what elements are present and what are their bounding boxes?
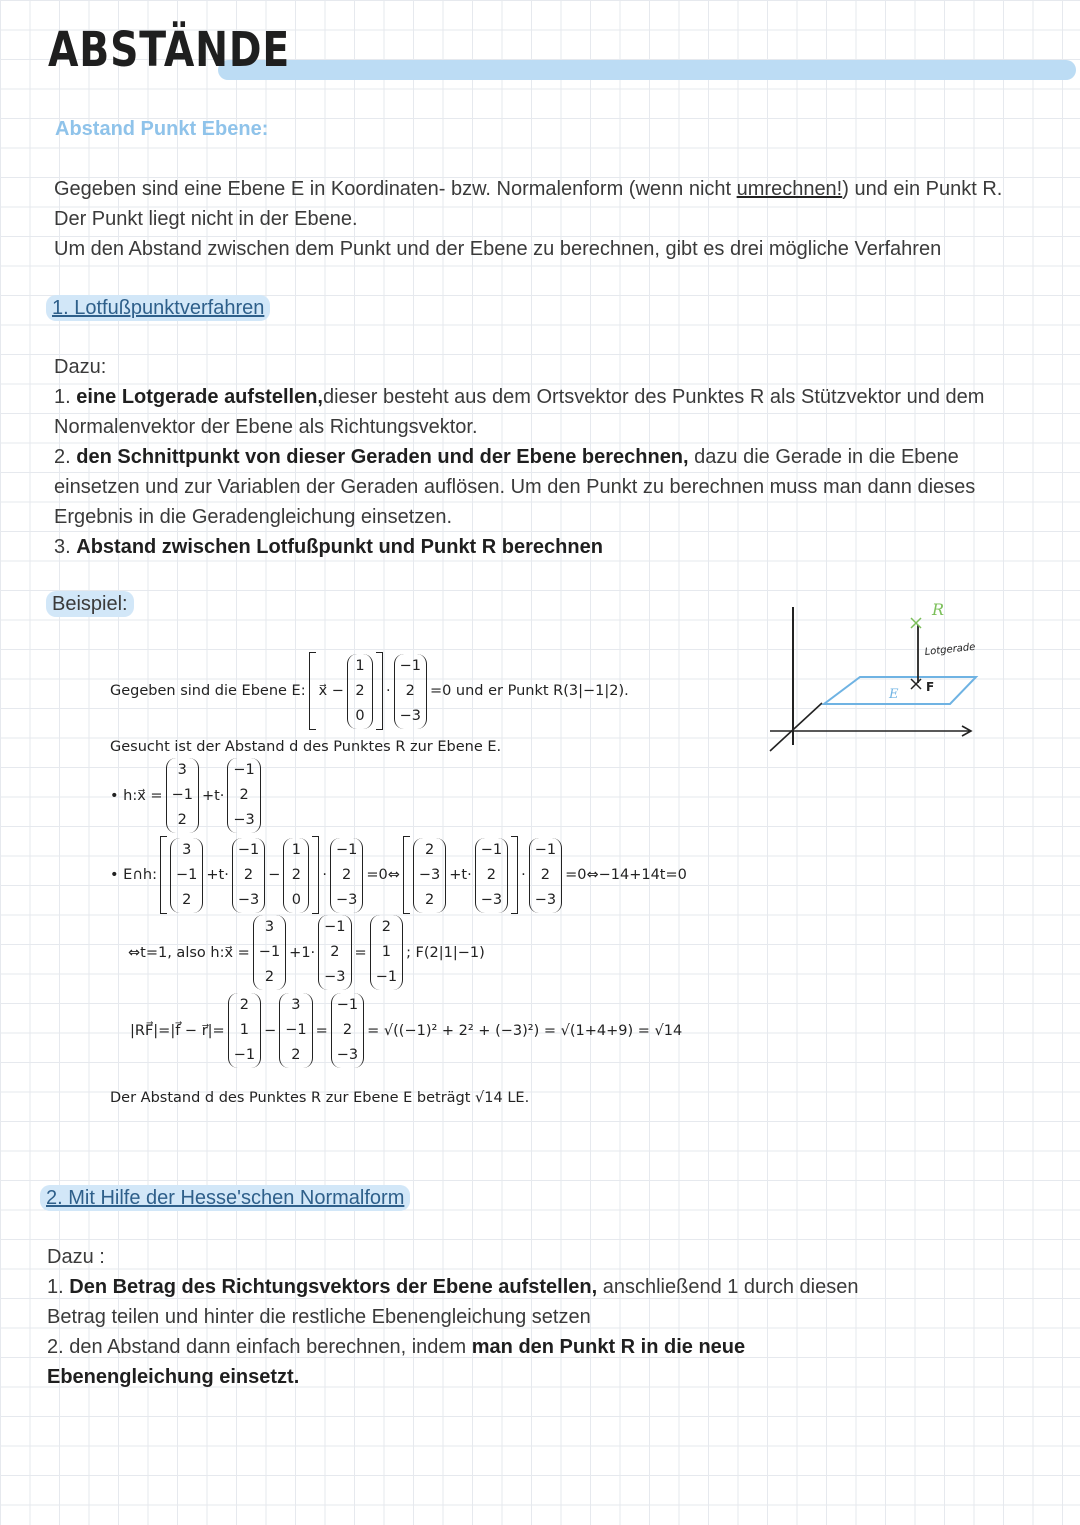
intro-line1-b: ) und ein Punkt R.: [842, 178, 1003, 200]
method1-heading: 1. Lotfußpunktverfahren: [46, 295, 270, 321]
sketch-label-lotgerade: Lotgerade: [924, 641, 976, 658]
intro-line1-a: Gegeben sind eine Ebene E in Koordinaten- bzw. Normalenform (wenn nicht: [54, 178, 737, 200]
method1-steps: Dazu: 1. eine Lotgerade aufstellen,dieser besteht aus dem Ortsvektor des Punktes R als Stützvektor und dem Normalenvektor der Ebene als Richtungsvektor. 2. den Schnittpunkt von dieser Geraden und der Ebene berechnen, dazu die Gerade in die Ebene einsetzen und zur Variablen der Geraden auflösen. Um den Punkt zu berechnen muss man dann dieses Ergebnis in die Geradengleichung einsetzen. 3. Abstand zwischen Lotfußpunkt und Punkt R berechnen: [54, 352, 1064, 562]
example-sought: Gesucht ist der Abstand d des Punktes R zur Ebene E.: [110, 739, 502, 755]
example-given: Gegeben sind die Ebene E: x⃗ − 1 2 0 · −1 2 −3 =0 und er Punkt R(3|−1|2).: [110, 652, 632, 730]
example-conclusion: Der Abstand d des Punktes R zur Ebene E beträgt √14 LE.: [110, 1090, 530, 1106]
method2-heading: 2. Mit Hilfe der Hesse'schen Normalform: [40, 1185, 410, 1211]
intro-line3: Um den Abstand zwischen dem Punkt und der Ebene zu berechnen, gibt es drei mögliche Verfahren: [54, 238, 942, 260]
sketch-label-E: E: [889, 687, 899, 702]
intro-line2: Der Punkt liegt nicht in der Ebene.: [54, 208, 358, 230]
intro-underlined: umrechnen!: [736, 178, 843, 200]
method2-steps: Dazu : 1. Den Betrag des Richtungsvektors der Ebene aufstellen, anschließend 1 durch diesen Betrag teilen und hinter die restliche Ebenengleichung setzen 2. den Abstand dann einfach berechnen, indem man den Punkt R in die neue Ebenengleichung einsetzt.: [47, 1242, 1057, 1392]
sketch-label-F: F: [926, 680, 935, 694]
intersection-equation: • E∩h: 3 −1 2 +t· −1 2 −3 − 1 2 0 · −1 2 −3 =0⇔ 2 −3 2 +t· −1 2 −3 · −1 2 −3 =0⇔−14+14t=0: [110, 836, 690, 914]
page-title: ABSTÄNDE: [48, 22, 291, 78]
title-underline-bar: [218, 60, 1076, 80]
line-h: • h:x⃗ = 3 −1 2 +t· −1 2 −3: [110, 758, 264, 833]
distance-calculation: |RF⃗|=|f⃗ − r⃗|= 2 1 −1 − 3 −1 2 = −1 2 −3 = √((−1)² + 2² + (−3)²) = √(1+4+9) = √14: [130, 993, 685, 1068]
sketch-plane-E: [824, 677, 976, 704]
vector-n: −1 2 −3: [394, 654, 427, 729]
method2-dazu: Dazu :: [47, 1246, 105, 1268]
method2-step2-bold: man den Punkt R in die neue: [471, 1336, 746, 1358]
sketch-label-R: R: [932, 600, 945, 619]
intro-paragraph: [54, 174, 1064, 264]
vector-p: 1 2 0: [347, 654, 373, 729]
example-label: Beispiel:: [46, 591, 134, 617]
method1-dazu: Dazu:: [54, 356, 107, 378]
method1-step2-bold: den Schnittpunkt von dieser Geraden und der Ebene berechnen,: [76, 446, 689, 468]
sketch-axis-depth: [770, 703, 822, 751]
t-result: ⇔t=1, also h:x⃗ = 3 −1 2 +1· −1 2 −3 = 2 1 −1 ; F(2|1|−1): [128, 915, 488, 990]
method1-step1-bold: eine Lotgerade aufstellen,: [76, 386, 323, 408]
sketch-perpendicular-diagram: [760, 595, 990, 755]
section-heading-distance-point-plane: Abstand Punkt Ebene:: [55, 118, 269, 140]
method2-step1-bold: Den Betrag des Richtungsvektors der Ebene aufstellen,: [69, 1276, 598, 1298]
method1-step3-bold: Abstand zwischen Lotfußpunkt und Punkt R berechnen: [76, 536, 603, 558]
